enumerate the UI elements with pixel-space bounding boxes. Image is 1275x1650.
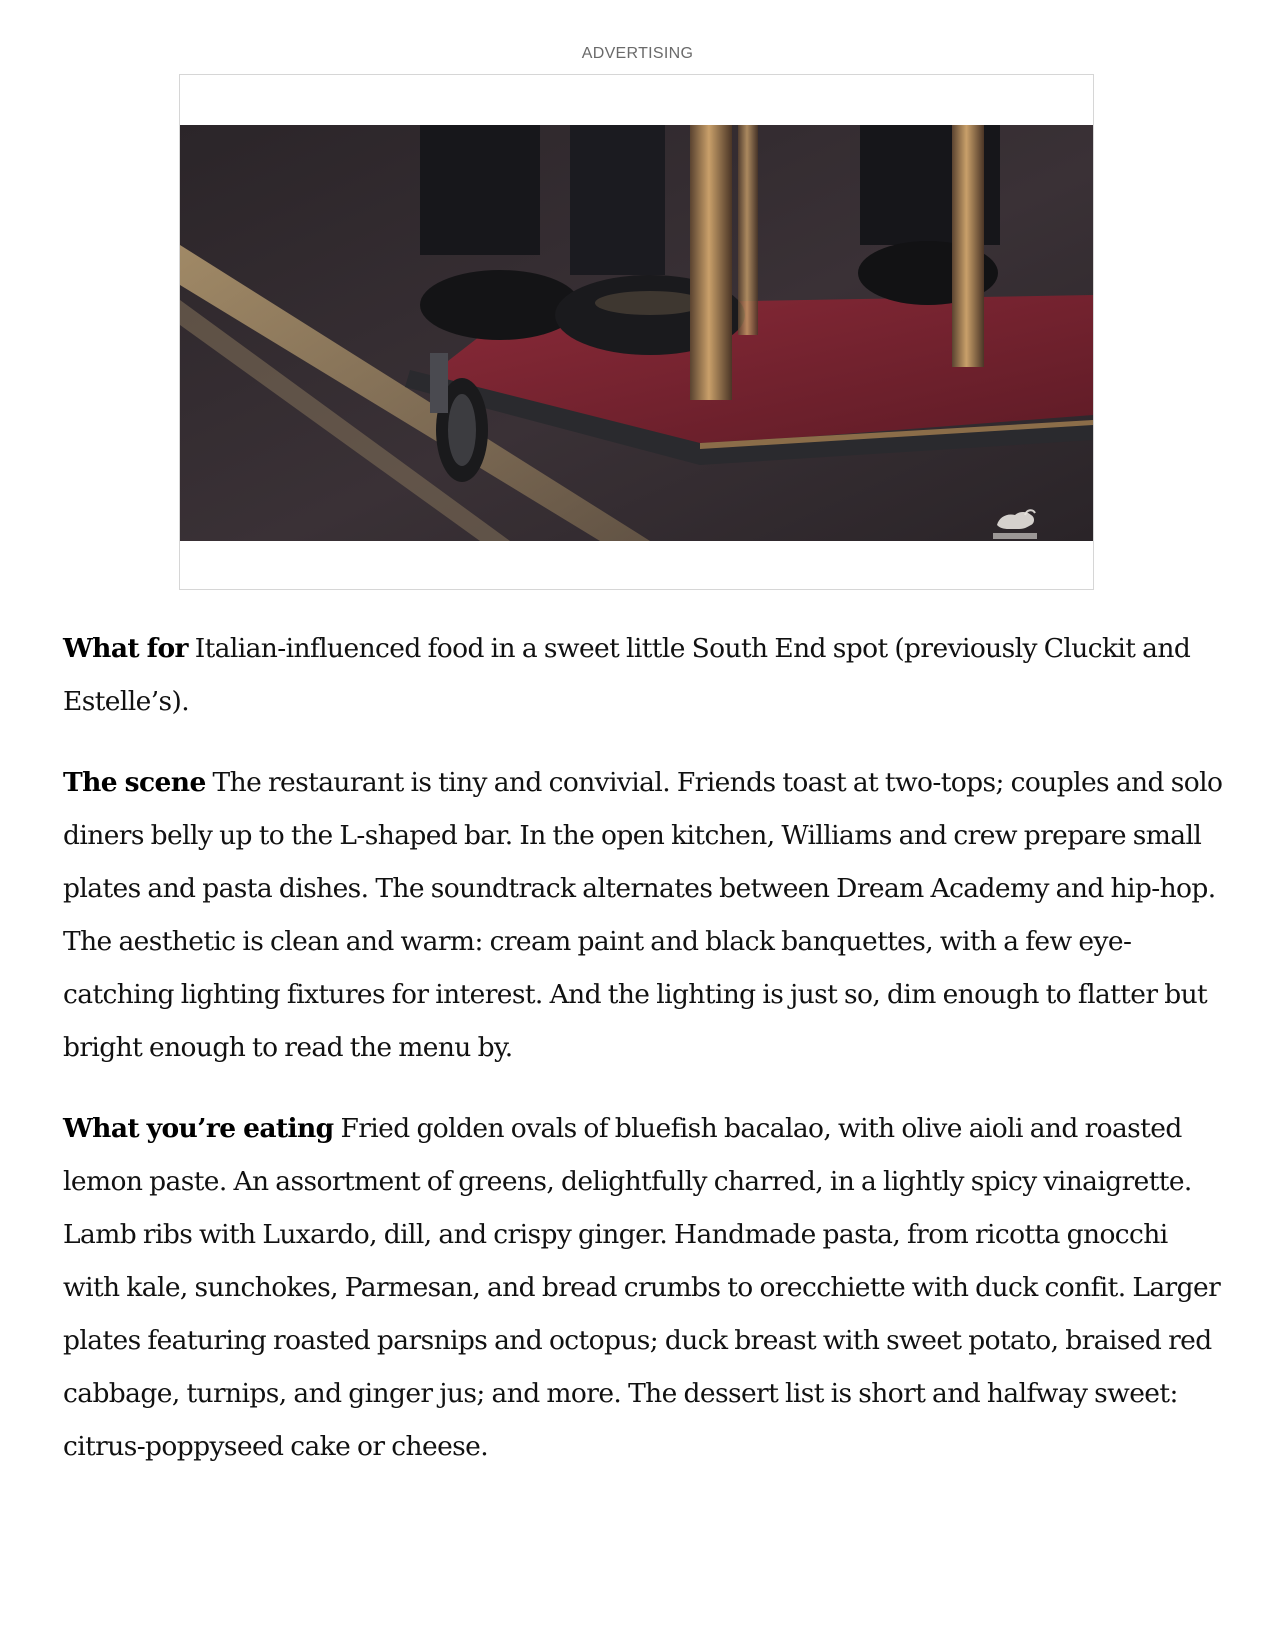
paragraph-text: The restaurant is tiny and convivial. Friends toast at two-tops; couples and solo diners belly up to the L-shaped bar. In the open kitchen, Williams and crew prepare small plates and pasta dishes. The soundtrack alternates between Dream Academy and hip-hop. The aesthetic is clean and warm: cream paint and black banquettes, with a few eye-catching lighting fixtures for interest. And the lighting is just so, dim enough to flatter but bright enough to read the menu by. — [63, 767, 1223, 1063]
paragraph-heading: What for — [63, 633, 188, 664]
advertisement-frame[interactable] — [179, 74, 1094, 590]
advertising-label: ADVERTISING — [581, 45, 694, 62]
paragraph-text: Italian-influenced food in a sweet little South End spot (previously Cluckit and Estelle’s). — [63, 633, 1191, 717]
article-body — [63, 622, 1223, 1501]
paragraph-the-scene — [63, 756, 1223, 1074]
video-frame-image — [180, 125, 1093, 541]
paragraph-text: Fried golden ovals of bluefish bacalao, with olive aioli and roasted lemon paste. An assortment of greens, delightfully charred, in a lightly spicy vinaigrette. Lamb ribs with Luxardo, dill, and crispy ginger. Handmade pasta, from ricotta gnocchi with kale, sunchokes, Parmesan, and bread crumbs to orecchiette with duck confit. Larger plates featuring roasted parsnips and octopus; duck breast with sweet potato, braised red cabbage, turnips, and ginger jus; and more. The dessert list is short and halfway sweet: citrus-poppyseed cake or cheese. — [63, 1113, 1221, 1462]
paragraph-what-for — [63, 622, 1223, 728]
paragraph-heading: What you’re eating — [63, 1113, 334, 1144]
brand-logo — [989, 503, 1041, 541]
mgm-lion-logo-icon — [989, 503, 1041, 541]
paragraph-what-youre-eating — [63, 1102, 1223, 1473]
advertisement-video[interactable] — [180, 125, 1093, 541]
paragraph-heading: The scene — [63, 767, 206, 798]
